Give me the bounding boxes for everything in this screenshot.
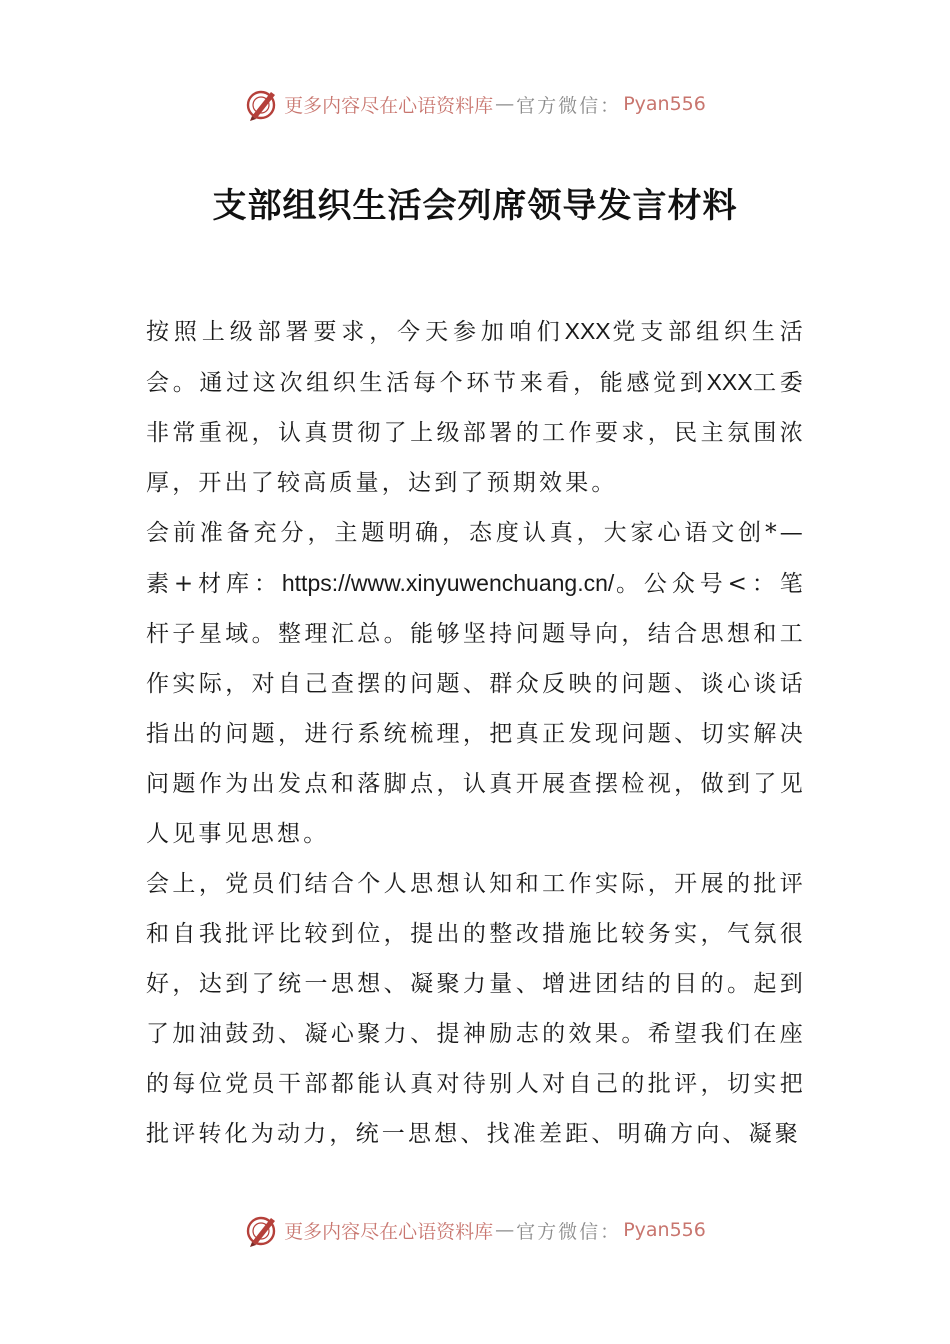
banner-wechat-id: Pyan556 bbox=[623, 1219, 706, 1241]
document-title: 支部组织生活会列席领导发言材料 bbox=[212, 186, 738, 226]
text-run: 党支部组织生活会。通过这次组织生活每个环节来看，能感觉到 bbox=[146, 319, 807, 396]
document-body bbox=[146, 306, 806, 1159]
banner-wechat-id: Pyan556 bbox=[623, 93, 706, 115]
paragraph-1 bbox=[146, 306, 806, 508]
banner-official-label: 官方微信： bbox=[516, 1220, 622, 1243]
text-run: 会前准备充分，主题明确，态度认真，大家心语文创*—素+材库： bbox=[146, 520, 806, 597]
header-watermark-banner bbox=[0, 84, 950, 124]
text-run: 按照上级部署要求，今天参加咱们 bbox=[146, 319, 565, 345]
text-run: 会上，党员们结合个人思想认知和工作实际，开展的批评和自我批评比较到位，提出的整改措施比较务实，气氛很好，达到了统一思想、凝聚力量、增进团结的目的。起到了加油鼓劲、凝心聚力、提神励志的效果。希望我们在座的每位党员干部都能认真对待别人对自己的批评，切实把批评转化为动力，统一思想、找准差距、明确方向、凝聚 bbox=[146, 871, 806, 1147]
banner-official-label: 官方微信： bbox=[516, 94, 622, 117]
banner-dash: — bbox=[495, 1219, 515, 1241]
banner-slogan: 更多内容尽在心语资料库 bbox=[284, 1220, 494, 1243]
text-run: 。公众号<：笔杆子星域。整理汇总。能够坚持问题导向，结合思想和工作实际，对自己查摆的问题、群众反映的问题、谈心谈话指出的问题，进行系统梳理，把真正发现问题、切实解决问题作为出发点和落脚点，认真开展查摆检视，做到了见人见事见思想。 bbox=[146, 571, 806, 847]
text-run-url: https://www.xinyuwenchuang.cn/ bbox=[281, 570, 615, 596]
banner-slogan: 更多内容尽在心语资料库 bbox=[284, 94, 494, 117]
pen-logo-icon bbox=[244, 1212, 280, 1248]
text-run-latin: XXX bbox=[564, 318, 611, 344]
footer-watermark-banner bbox=[0, 1210, 950, 1250]
text-run-latin: XXX bbox=[706, 369, 753, 395]
pen-logo-icon bbox=[244, 86, 280, 122]
paragraph-3 bbox=[146, 859, 806, 1159]
paragraph-2 bbox=[146, 508, 806, 859]
banner-dash: — bbox=[495, 93, 515, 115]
text-run: 工委非常重视，认真贯彻了上级部署的工作要求，民主氛围浓厚，开出了较高质量，达到了预期效果。 bbox=[146, 370, 806, 496]
